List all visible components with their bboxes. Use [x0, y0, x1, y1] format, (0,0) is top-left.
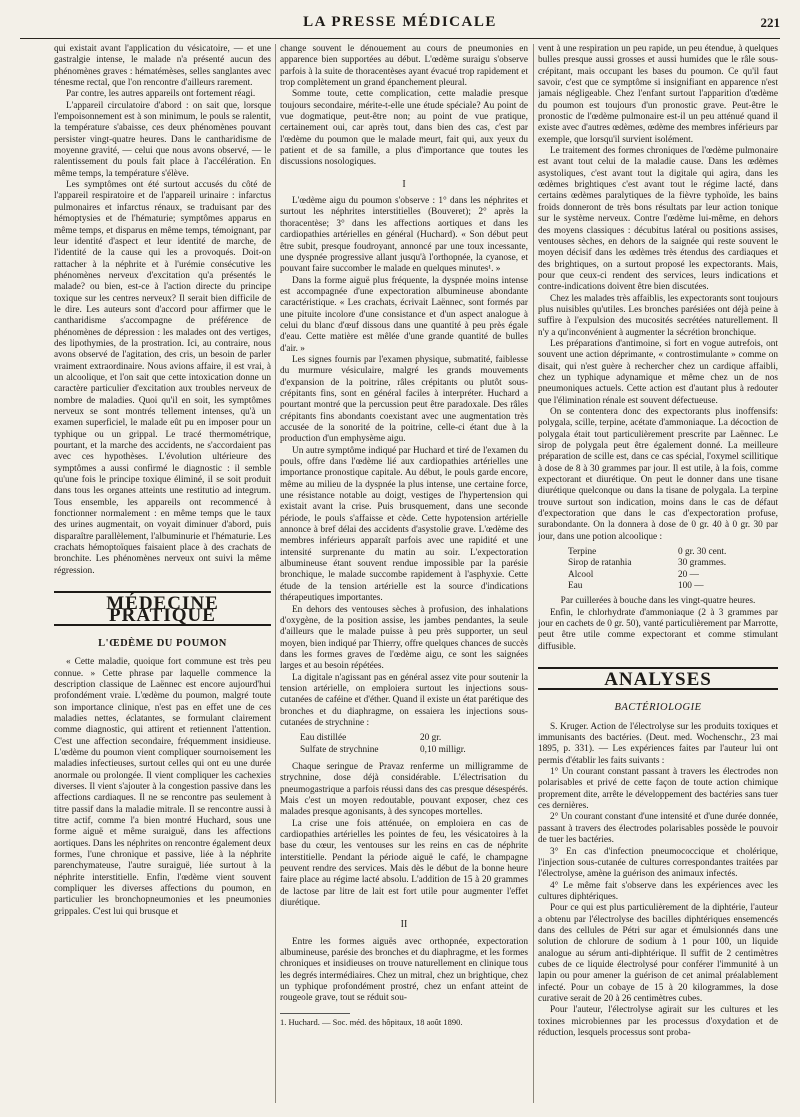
- footnote: 1. Huchard. — Soc. méd. des hôpitaux, 18 août 1890.: [280, 1016, 463, 1027]
- paragraph: Somme toute, cette complication, cette maladie presque toujours secondaire, mérite-t-elle une étude spéciale? Au point de vue dogmatique, peut-être non; au point de vue pratique, certainement oui, car après tout, dans bien des cas, c'est par l'œdème du poumon que le malade meurt, fait qui, aux yeux du patient et de sa famille, a plus d'importance que toutes les discussions nosologiques.: [280, 89, 528, 168]
- quantity: 20 —: [678, 569, 699, 580]
- header-rule: [20, 38, 780, 39]
- section-number: II: [400, 919, 408, 931]
- prescription: [300, 733, 528, 756]
- page-number: 221: [760, 15, 780, 30]
- paragraph: Par contre, les autres appareils ont fortement réagi.: [66, 89, 256, 100]
- paragraph: Les préparations d'antimoine, si fort en vogue autrefois, ont souvent une action déprimante, « controstimulante » comme on disait, qui n'est guère à rechercher chez un cardique affaibli, chez un typhique adynamique et même chez un de nos pneumoniques actuels. Cette action est d'autant plus à redouter que l'élimination rénale est souvent défectueuse.: [538, 338, 778, 406]
- prescription: [568, 547, 778, 592]
- section-title: MÉDECINE PRATIQUE: [54, 591, 271, 626]
- column-divider: [275, 44, 276, 1103]
- paragraph: Dans la forme aiguë plus fréquente, la dyspnée moins intense est accompagnée d'une expectoration albumineuse abondante caractéristique. « Les crachats, écrivait Laënnec, sont formés par une pituite incolore d'une consistance et d'un aspect analogue à celui du blanc d'œuf dissous dans une quantité à peu près égale d'eau. Cette matière est mêlée d'une grande quantité de bulles d'air. »: [280, 275, 528, 354]
- column-3: [538, 44, 778, 1039]
- quantity: 30 grammes.: [678, 558, 727, 569]
- prescription-line: [568, 581, 778, 592]
- quantity: 100 —: [678, 581, 704, 592]
- quantity: 20 gr.: [420, 733, 442, 744]
- subsection-title: BACTÉRIOLOGIE: [614, 702, 702, 714]
- quantity: 0 gr. 30 cent.: [678, 547, 727, 558]
- ingredient: Sulfate de strychnine: [300, 744, 379, 755]
- column-2: [280, 44, 528, 1028]
- article-title: L'ŒDÈME DU POUMON: [98, 637, 227, 649]
- prescription-line: [568, 570, 778, 581]
- section-number: I: [402, 178, 406, 190]
- paragraph: qui existait avant l'application du vésicatoire, — et une gastralgie intense, le malade n'a présenté aucun des phénomènes graves : hématémèses, selles sanglantes avec ténesme rectal, que l'on rencontre d'ailleurs rarement.: [54, 44, 271, 89]
- column-1: [54, 44, 271, 918]
- ingredient: Alcool: [568, 569, 594, 580]
- paragraph: Le traitement des formes chroniques de l'œdème pulmonaire est avant tout celui de la maladie cause. Dans les œdèmes asystoliques, c'est avant tout la digitale qui agira, dans les œdèmes brightiques c'est avant tout le régime lacté, dans certains œdèmes paralytiques de la fièvre typhoïde, les bains froids donneront de très bons résultats par leur action tonique sur le système nerveux. Contre l'œdème lui-même, en dehors des moyens classiques : décubitus latéral ou positions assises, ventouses sèches, en dehors de la saignée qui reste souvent le moyen décisif dans les œdèmes très étendus des cardiaques et des brightiques, on a surtout proposé les expectorants. Mais, pour que ceux-ci rendent des services, leurs indications et contre-indications doivent être bien discutées.: [538, 146, 778, 293]
- paragraph: Les signes fournis par l'examen physique, submatité, faiblesse du murmure vésiculaire, malgré les grands mouvements d'expansion de la poitrine, râles crépitants ou plutôt sous-crépitants fins, sont en général faciles à interpréter. Huchard a pourtant montré que la percussion peut être paradoxale. Des râles crépitants fins abondants coexistant avec une augmentation très accusée de la sonorité de la poitrine, celle-ci étant due à la production d'un emphysème aigu.: [280, 354, 528, 445]
- ingredient: Sirop de ratanhia: [568, 558, 632, 569]
- paragraph: « Cette maladie, quoique fort commune est très peu connue. » Cette phrase par laquelle commence la description classique de Laënnec est encore aujourd'hui profondément vraie. L'œdème du poumon, malgré toute son importance clinique, n'est pas en effet une de ces maladies nettes, éclatantes, se formulant clairement comme diagnostic, qui attirent et retiennent l'attention. C'est une affection secondaire, fréquemment insidieuse. L'œdème du poumon vient compliquer sournoisement les maladies infectieuses, surtout celles qui ont eu une durée anormale ou prolongée. Il vient compliquer les cachexies diverses. Il vient s'ajouter à la congestion passive dans les affections cardiaques. Il ne se rencontre pas seulement à titre passif dans la maladie mitrale. Il se rencontre aussi à titre actif, comme l'a bien montré Huchard, sous une forme aiguë et même suraiguë, dans les affections aortiques. Dans les néphrites on rencontre également deux formes, l'une chronique et passive, liée à la néphrite parenchymateuse, l'autre suraiguë, liée surtout à la néphrite interstitielle. Enfin, l'œdème vient souvent compliquer les diverses affections du poumon, en particulier les bronchopneumonies et les pneumonies grippales. C'est lui qui brusque et: [54, 657, 271, 917]
- prescription-line: [568, 547, 778, 558]
- paragraph: 4° Le même fait s'observe dans les expériences avec les cultures diphtériques.: [538, 880, 778, 902]
- paragraph: Enfin, le chlorhydrate d'ammoniaque (2 à 3 grammes par jour en cachets de 0 gr. 50), vanté particulièrement par Marrotte, peut être utile comme expectorant et comme stimulant diffusible.: [538, 607, 778, 652]
- column-divider: [533, 44, 534, 1103]
- footnote-rule: [280, 1013, 350, 1014]
- paragraph: 1° Un courant constant passant à travers les électrodes non polarisables et privé de cette façon de toute action chimique proprement dite, arrête le développement des bactéries sans tuer ces dernières.: [538, 767, 778, 812]
- recipe-note: Par cuillerées à bouche dans les vingt-quatre heures.: [560, 596, 756, 607]
- ingredient: Eau: [568, 581, 583, 592]
- prescription-line: [568, 558, 778, 569]
- prescription-line: [300, 733, 528, 744]
- paragraph: La digitale n'agissant pas en général assez vite pour soutenir la tension artérielle, on emploiera surtout les injections sous-cutanées de caféine et d'éther. Quand il existe un état parétique des bronches et du diaphragme, on essaiera les injections sous-cutanées de strychnine :: [280, 672, 528, 728]
- paragraph: L'appareil circulatoire d'abord : on sait que, lorsque l'empoisonnement est à son minimum, le pouls se ralentit, la température s'abaisse, ces deux phénomènes pouvant persister vingt-quatre heures. Dans le cantharidisme de moyenne gravité, — celui que nous avons observé, — le ralentissement du pouls fait place à l'accélération. En même temps, la température s'élève.: [54, 100, 271, 179]
- paragraph: Un autre symptôme indiqué par Huchard et tiré de l'examen du pouls, offre dans l'œdème lié aux cardiopathies artérielles une importance pronostique capitale. Au début, le pouls garde encore, même au milieu de la dyspnée la plus intense, une certaine force, une résistance notable au doigt, vestiges de l'hypertension qui existait avant la crise. Puis brusquement, dans une seconde période, le pouls s'affaisse et cède. Cette hypotension artérielle annonce à bref délai des accidents d'asystolie grave. L'œdème des membres inférieurs apparaît parfois avec une rapidité et une intensité surprenante du matin au soir. L'expectoration albumineuse étant souvent rendue impossible par la parésie bronchique, le malade succombe rapidement à l'asphyxie. Cette étude de la tension artérielle est la source d'indications thérapeutiques importantes.: [280, 445, 528, 604]
- ingredient: Terpine: [568, 547, 597, 558]
- paragraph: change souvent le dénouement au cours de pneumonies en apparence bien supportées au début. L'œdème suraigu s'observe parfois à la suite de thoracentèses ayant évacué trop rapidement et trop complètement un grand épanchement pleural.: [280, 44, 528, 89]
- prescription-line: [300, 745, 528, 756]
- paragraph: On se contentera donc des expectorants plus inoffensifs: polygala, scille, terpine, acétate d'ammoniaque. La décoction de polygala était tout particulièrement prescrite par Laënnec. Le sirop de polygala peut être également donné. La meilleure préparation de scille est, dans ce cas spécial, l'oxymel scillitique à dose de 8 à 30 grammes par jour. Il est utile, à la fois, comme expectorant et diurétique. On peut le donner dans une tisane diurétique quelconque ou dans la tisane de polygala. La terpine trouve surtout son indication, moins dans le cas de défaut d'expectoration que dans le cas d'expectoration profuse, surabondante. On la donnera à dose de 0 gr. 40 à 0 gr. 30 par jour, dans une potion alcoolique :: [538, 407, 778, 542]
- ingredient: Eau distillée: [300, 733, 347, 744]
- paragraph: vent à une respiration un peu rapide, un peu étendue, à quelques bulles presque aussi grosses et aussi humides que le râle sous-crépitant, mais occupant les bases du poumon. Ce qu'il faut savoir, c'est que ce symptôme si insignifiant en apparence n'est jamais négligeable. Chez l'enfant surtout l'apparition d'œdème du poumon est toujours d'un pronostic grave. Peut-être le pronostic de l'œdème pulmonaire est-il un peu atténué quand il existe avec d'autres œdèmes, œdème des membres inférieurs par exemple, que lorsqu'il survient isolément.: [538, 44, 778, 145]
- paragraph: L'œdème aigu du poumon s'observe : 1° dans les néphrites et surtout les néphrites interstitielles (Bouveret); 2° après la thoracentèse; 3° dans les affections aortiques et dans les cardiopathies artérielles en général (Huchard). « Son début peut être subit, presque foudroyant, annoncé par une toux incessante, une dyspnée progressive allant jusqu'à l'orthopnée, la cyanose, et pouvant faire succomber le malade en quelques minutes¹. »: [280, 196, 528, 275]
- page-header: [20, 14, 780, 36]
- paragraph: En dehors des ventouses sèches à profusion, des inhalations d'oxygène, de la position assise, les jambes pendantes, la seule d'ailleurs que le malade puisse à peu près supporter, un seul moyen, bien indiqué par Thierry, offre quelques chances de succès dans les formes graves de l'œdème aigu, ce sont les saignées larges et au besoin répétées.: [280, 604, 528, 672]
- paragraph: Les symptômes ont été surtout accusés du côté de l'appareil respiratoire et de l'appareil urinaire : infarctus pulmonaires et infarctus rénaux, se traduisant par des hémoptysies et de l'hématurie; symptômes apparus en même temps, et disparus en même temps, témoignant, par leur identité d'aspect et leur identité de marche, de l'identité de la cause qui les a provoqués. Doit-on rattacher à la néphrite et à l'urémie consécutive les phénomènes nerveux d'excitation qu'a présentés le malade? ou bien, est-ce à l'action directe du principe toxique sur les centres nerveux? Il serait bien difficile de le dire. Les auteurs sont d'accord pour affirmer que le cantharidisme s'accompagne de préférence de phénomènes de dépression : les malades ont des vertiges, des lipothymies, de la prostration. Ici, au contraire, nous avons observé de l'agitation, des cris, un besoin de parler vraiment extraordinaire. Nous avions affaire, il est vrai, à un alcoolique, et l'on sait que cette intoxication donne un caractère particulier d'excitation aux troubles nerveux de nombre de maladies. Quoi qu'il en soit, les symptômes nerveux se sont montrés tellement intenses, qu'à un examen superficiel, le malade eût pu en imposer pour un typhique ou un grippal. Le tracé thermométrique, pourtant, et la marche des accidents, ne s'accordaient pas avec ces hypothèses. L'évolution ultérieure des symptômes a aussi confirmé le diagnostic : il semble qu'une fois le principe toxique éliminé, il se soit produit dans tous les organes atteints une restitutio ad integrum. Tous ensemble, les appareils ont recommencé à fonctionner normalement : en même temps que le taux des urines augmentait, on voyait diminuer d'abord, puis disparaître parallèlement, l'albuminurie et l'hématurie. Les crachats hémoptoïques faisaient place à des crachats de bronchite. Les phénomènes nerveux ont suivi la même régression.: [54, 180, 271, 576]
- journal-title: LA PRESSE MÉDICALE: [303, 14, 497, 30]
- paragraph: 3° En cas d'infection pneumococcique et cholérique, l'injection sous-cutanée de cultures correspondantes traitées par l'électrolyse, amène la guérison des animaux infectés.: [538, 846, 778, 880]
- section-title: ANALYSES: [538, 667, 778, 690]
- paragraph: Pour l'auteur, l'électrolyse agirait sur les cultures et les toxines microbiennes par les processus d'oxydation et de réduction, lesquels processus sont proba-: [538, 1005, 778, 1038]
- paragraph: Chaque seringue de Pravaz renferme un milligramme de strychnine, dose déjà considérable. L'électrisation du pneumogastrique a parfois réussi dans des cas presque désespérés. Mais c'est un moyen redoutable, pouvant exposer, chez ces malades presque agonisants, à des syncopes mortelles.: [280, 761, 528, 818]
- paragraph: Entre les formes aiguës avec orthopnée, expectoration albumineuse, parésie des bronches et du diaphragme, et les formes chroniques et insidieuses on trouve naturellement en clinique tous les degrés intermédiaires. Chez un mitral, chez un brightique, chez un typhique profondément prostré, chez un enfant atteint de rougeole grave, tout se réduit sou-: [280, 936, 528, 1004]
- paragraph: 2° Un courant constant d'une intensité et d'une durée donnée, passant à travers des électrodes polarisables possède le pouvoir de tuer les bactéries.: [538, 812, 778, 846]
- analysis-heading: S. Kruger. Action de l'électrolyse sur les produits toxiques et immunisants des bactéries. (Deut. med. Wochenschr., 23 mai 1895, p. 331). — Les expériences faites par l'auteur lui ont permis d'établir les faits suivants :: [538, 721, 778, 766]
- paragraph: Pour ce qui est plus particulièrement de la diphtérie, l'auteur a obtenu par l'électrolyse des bacilles diphtériques ensemencés dans des cellules de Pétri sur agar et émulsionnés dans une solution de chlorure de sodium à 1 pour 100, un liquide analogue au sérum anti-diphtérique. Il suffit de 2 centimètres cubes de ce liquide électrolysé pour conférer l'immunité à un lapin ou pour amener la guérison de cet animal préalablement infecté. Pour un cobaye de 15 à 20 kilogrammes, la dose curative serait de 20 à 26 centimètres cubes.: [538, 903, 778, 1004]
- paragraph: La crise une fois atténuée, on emploiera en cas de cardiopathies artérielles les pointes de feu, les vésicatoires à la base du cœur, les ventouses sur les reins en cas de néphrite interstitielle. Pendant la période aiguë le café, le champagne peuvent rendre des services. Mais dès le début de la bonne heure faire place au régime lacté absolu. L'addition de 15 à 20 grammes de lactose par litre de lait est fort utile pour augmenter l'effet diurétique.: [280, 818, 528, 908]
- paragraph: Chez les malades très affaiblis, les expectorants sont toujours plus nuisibles qu'utiles. Les bronches parésiées ont déjà peine à suffire à l'expulsion des mucosités secrétées naturellement. Il n'y a qu'inconvénient à augmenter la sécrétion bronchique.: [538, 293, 778, 338]
- quantity: 0,10 milligr.: [420, 744, 466, 755]
